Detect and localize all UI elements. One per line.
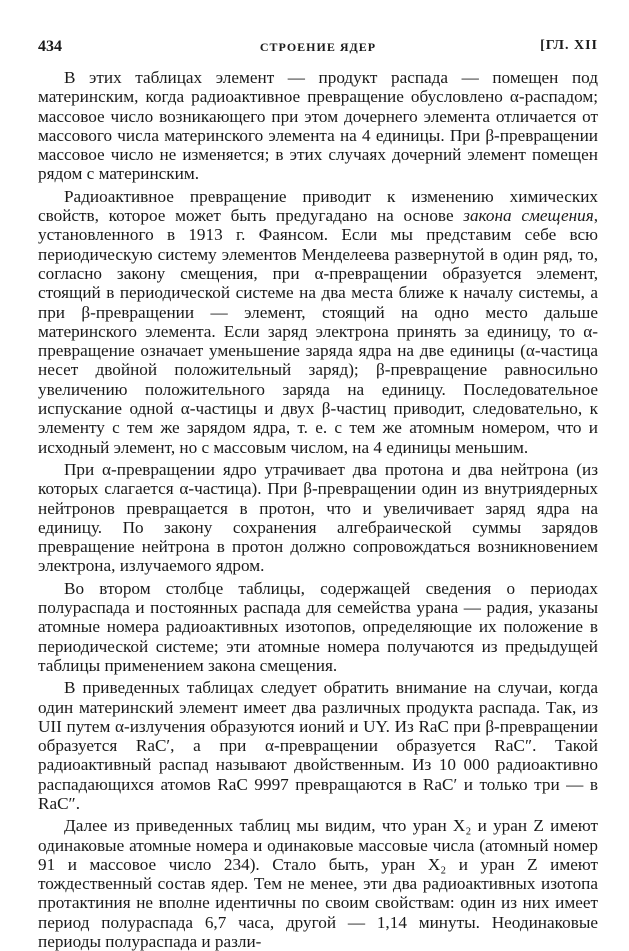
paragraph-4: Во втором столбце таблицы, содержащей сведения о периодах полураспада и постоянных распада для семейства урана — радия, указаны атомные номера радиоактивных изотопов, определяющие их положение в периодической системе; эти атомные номера получаются из предыдущей таблицы применением закона смещения. bbox=[38, 578, 598, 675]
chapter-reference: [ГЛ. XII bbox=[540, 38, 598, 53]
body-text bbox=[38, 68, 598, 951]
paragraph-5: В приведенных таблицах следует обратить внимание на случаи, когда один материнский элемент имеет два различных продукта распада. Так, из UII путем α-излучения образуются ионий и UY. Из RaC при β-превращении образуется RaC′, а при α-превращении образуется RaC″. Такой радиоактивный распад называют двойственным. Из 10 000 радиоактивно распадающихся атомов RaC 9997 превращаются в RaC′ и только три — в RaC″. bbox=[38, 678, 598, 813]
paragraph-6: Далее из приведенных таблиц мы видим, что уран X₂ и уран Z имеют одинаковые атомные номера и одинаковые массовые числа (атомный номер 91 и массовое число 234). Стало быть, уран X₂ и уран Z имеют тождественный состав ядер. Тем не менее, эти два радиоактивных изотопа протактиния не вполне идентичны по своим свойствам: один из них имеет период полураспада 6,7 часа, другой — 1,14 минуты. Неодинаковые периоды полураспада и разли- bbox=[38, 816, 598, 951]
paragraph-3: При α-превращении ядро утрачивает два протона и два нейтрона (из которых слагается α-частица). При β-превращении один из внутриядерных нейтронов превращается в протон, что и увеличивает заряд ядра на единицу. По закону сохранения алгебраической суммы зарядов превращение нейтрона в протон должно сопровождаться возникновением электрона, излучаемого ядром. bbox=[38, 459, 598, 576]
paragraph-1: В этих таблицах элемент — продукт распада — помещен под материнским, когда радиоактивное превращение обусловлено α-распадом; массовое число возникающего при этом дочернего элемента отличается от массового числа материнского элемента на 4 единицы. При β-превращении массовое число не изменяется; в этих случаях дочерний элемент помещен рядом с материнским. bbox=[38, 68, 598, 184]
law-of-displacement-term: закона смещения bbox=[463, 206, 594, 226]
running-head bbox=[38, 38, 598, 58]
book-page bbox=[38, 0, 598, 951]
paragraph-2-part-2: , установленного в 1913 г. Фаянсом. Если мы представим себе всю периодическую систему элементов Менделеева развернутой в один ряд, то, согласно закону смещения, при α-превращении образуется элемент, стоящий в периодической системе на два места ближе к началу системы, а при β-превращении — элемент, стоящий на одно место дальше материнского элемента. Если заряд электрона принять за единицу, то α-превращение означает уменьшение заряда ядра на две единицы (α-частица несет двойной положительный заряд); β-превращение равносильно увеличению положительного заряда на единицу. Последовательное испускание одной α-частицы и двух β-частиц приводит, следовательно, к элементу с тем же зарядом ядра, т. е. с тем же атомным номером, что и исходный элемент, но с массовым числом, на 4 единицы меньшим. bbox=[38, 206, 598, 457]
paragraph-2 bbox=[38, 187, 598, 457]
page-number: 434 bbox=[38, 38, 62, 55]
paragraph-2-part-1: Радиоактивное превращение приводит к изменению химических свойств, которое может быть предугадано на основе bbox=[38, 186, 598, 226]
chapter-title: СТРОЕНИЕ ЯДЕР bbox=[259, 40, 377, 54]
